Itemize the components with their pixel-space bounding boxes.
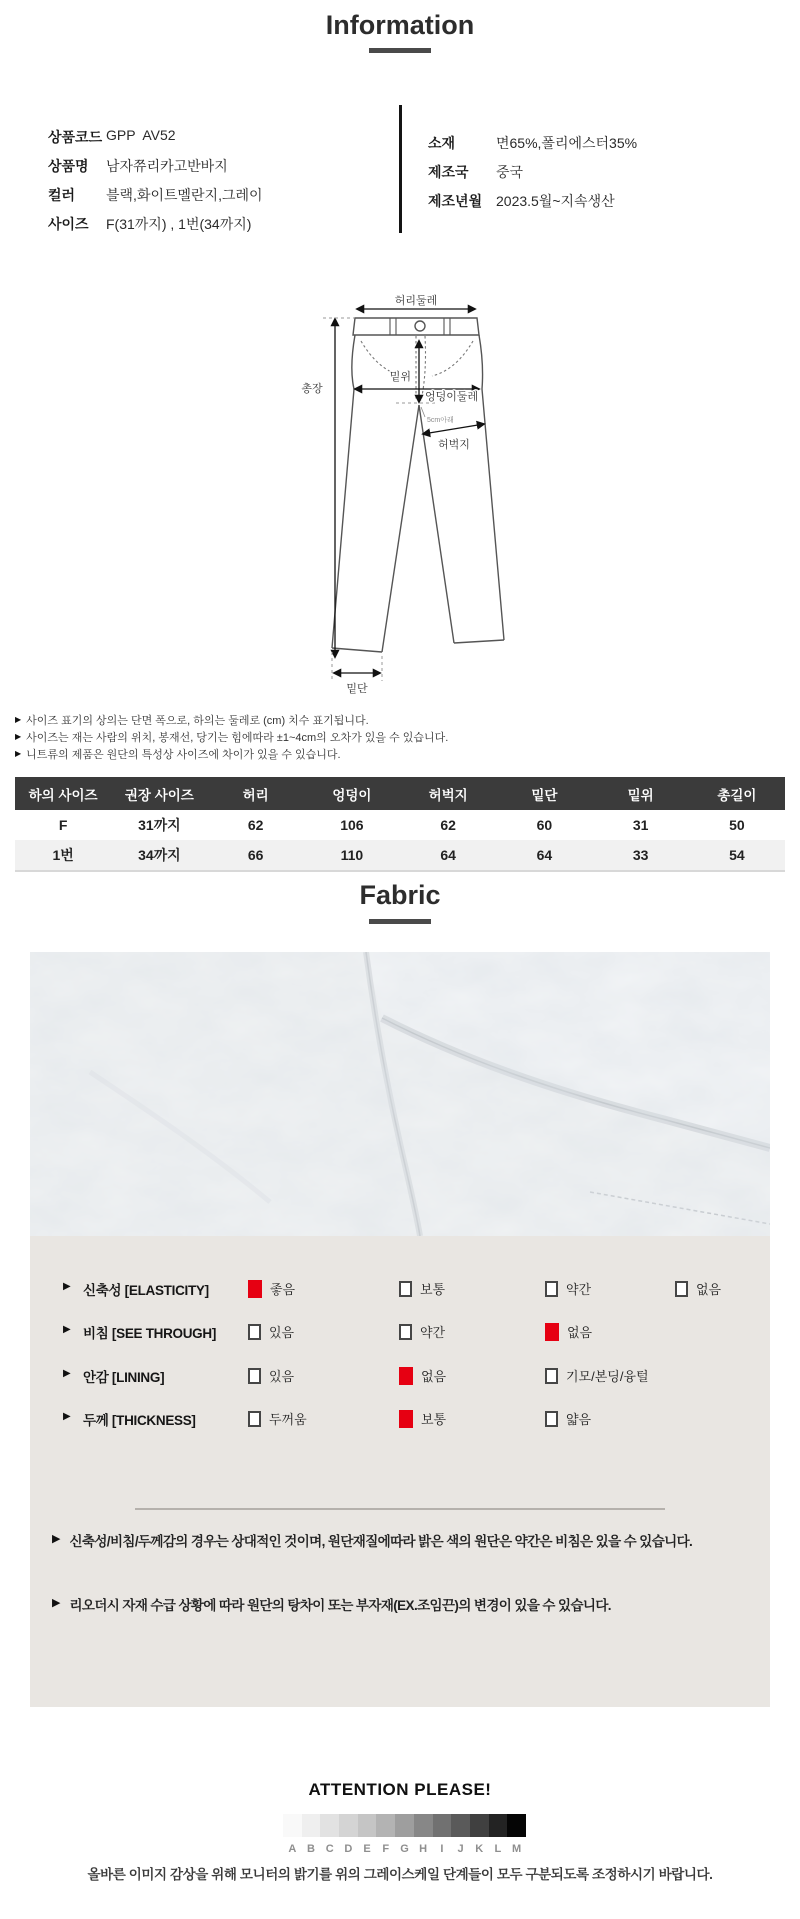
size-table-cell: 106 [340,817,364,833]
info-label: 컬러 [48,187,76,203]
fabric-property-row [30,1365,770,1387]
grayscale-letter: D [344,1843,353,1855]
fabric-texture [30,952,770,1236]
product-info-row [48,127,263,156]
info-label: 제조국 [428,164,469,180]
checkbox-checked-icon [399,1367,413,1385]
grayscale-letter: C [325,1843,334,1855]
info-value: F(31까지) , 1번(34까지) [106,216,252,232]
bullet-arrow-icon: ▶ [15,749,22,758]
grayscale-letter: L [494,1843,502,1855]
size-table-cell: 34까지 [111,840,207,871]
size-table-header-cell: 밑단 [496,777,592,810]
size-table-header-row [15,777,785,810]
size-table-cell: 64 [400,840,496,871]
option-label: 없음 [696,1282,722,1297]
size-table-cell: 50 [729,817,745,833]
product-info-row [428,191,637,220]
grayscale-letter: K [475,1843,484,1855]
size-table-cell: 66 [208,840,304,871]
fabric-property-label: 안감 [LINING] [83,1370,165,1385]
bullet-arrow-icon: ▶ [63,1281,71,1292]
fabric-property-option [675,1279,721,1298]
size-table-cell: 1번 [15,840,111,871]
product-info-row [428,162,637,191]
bullet-arrow-icon: ▶ [52,1597,61,1609]
fabric-property-row [30,1321,770,1343]
diagram-label-rise: 밑위 [389,371,411,383]
fabric-title: Fabric [359,880,441,910]
grayscale-letters [283,1843,526,1855]
size-table-body [15,810,785,871]
checkbox-icon [399,1281,412,1297]
size-table-row [15,840,785,871]
size-note-text: 사이즈는 재는 사람의 위치, 봉재선, 당기는 힘에따라 ±1~4cm의 오차가 있을 수 있습니다. [26,731,449,744]
grayscale-letter: B [307,1843,315,1855]
grayscale-step [283,1814,302,1837]
pants-outline [332,318,504,652]
option-label: 보통 [421,1412,447,1427]
grayscale-step [376,1814,395,1837]
checkbox-icon [248,1324,261,1340]
diagram-label-total-length: 총장 [301,383,323,395]
grayscale-step [433,1814,452,1837]
grayscale-step [451,1814,470,1837]
grayscale-step [358,1814,377,1837]
checkbox-icon [248,1411,261,1427]
option-label: 약간 [566,1282,592,1297]
fabric-property-option [545,1366,649,1385]
checkbox-icon [545,1281,558,1297]
diagram-label-5cm-below: 5cm아래 [427,417,454,424]
grayscale-step [320,1814,339,1837]
checkbox-icon [545,1411,558,1427]
product-info-row [48,185,263,214]
fabric-property-option [545,1279,591,1298]
fabric-property-option [399,1279,445,1298]
info-label: 사이즈 [48,216,89,232]
size-table [15,777,785,872]
fabric-property-option [399,1366,446,1385]
info-label: 제조년월 [428,193,483,209]
size-table-header-cell: 허리 [208,777,304,810]
checkbox-icon [248,1368,261,1384]
option-label: 두꺼움 [269,1412,307,1427]
bullet-arrow-icon: ▶ [15,732,22,741]
diagram-label-thigh: 허벅지 [438,439,470,451]
fabric-property-option [248,1366,294,1385]
fabric-note-text: 신축성/비침/두께감의 경우는 상대적인 것이며, 원단재질에따라 밝은 색의 원단은 약간은 비침은 있을 수 있습니다. [69,1534,693,1549]
size-table-row [15,810,785,840]
fabric-property-option [399,1409,446,1428]
grayscale-step [339,1814,358,1837]
checkbox-icon [545,1368,558,1384]
fabric-property-row [30,1408,770,1430]
checkbox-checked-icon [399,1410,413,1428]
diagram-label-hem: 밑단 [346,683,368,695]
bullet-arrow-icon: ▶ [15,715,22,724]
fabric-property-label: 비침 [SEE THROUGH] [83,1326,217,1341]
fabric-properties-panel [30,1236,770,1707]
fabric-property-label: 신축성 [ELASTICITY] [83,1283,209,1298]
grayscale-step [489,1814,508,1837]
size-table-header-cell: 권장 사이즈 [111,777,207,810]
option-label: 있음 [269,1369,295,1384]
fabric-note [52,1594,762,1614]
diagram-label-waist: 허리둘레 [394,295,438,307]
option-label: 보통 [420,1282,446,1297]
measurement-arrows [334,309,484,673]
product-info-row [428,133,637,162]
attention-title: ATTENTION PLEASE! [308,1780,492,1799]
fabric-property-option [248,1322,294,1341]
grayscale-letter: M [512,1843,522,1855]
option-label: 기모/본딩/융털 [566,1369,649,1384]
fabric-title-underline [369,919,431,924]
fabric-note [52,1530,762,1550]
attention-caption: 올바른 이미지 감상을 위해 모니터의 밝기를 위의 그레이스케일 단계들이 모두 구분되도록 조정하시기 바랍니다. [87,1867,713,1882]
size-note [15,745,448,762]
fabric-property-option [248,1409,307,1428]
size-table-cell: 62 [440,817,456,833]
info-value: 블랙,화이트멜란지,그레이 [106,187,263,203]
size-table-header-cell: 하의 사이즈 [15,777,111,810]
bullet-arrow-icon: ▶ [52,1533,61,1545]
size-table-cell: 60 [536,817,553,833]
fabric-property-row [30,1278,770,1300]
info-value: 남자쮸리카고반바지 [106,158,228,174]
size-table-header-cell: 밑위 [593,777,689,810]
option-label: 없음 [421,1369,447,1384]
product-info-divider [399,105,402,233]
fabric-property-option [545,1322,592,1341]
bullet-arrow-icon: ▶ [63,1324,71,1335]
size-table-header-cell: 총길이 [689,777,785,810]
fabric-property-option [248,1279,295,1298]
size-table-cell: 62 [247,817,264,833]
fabric-property-option [545,1409,591,1428]
grayscale-step [302,1814,321,1837]
size-table-header-cell: 엉덩이 [304,777,400,810]
grayscale-letter: J [457,1843,464,1855]
info-label: 소재 [428,135,456,151]
fabric-property-option [399,1322,445,1341]
size-notes [15,711,448,762]
size-table-cell: 64 [496,840,592,871]
grayscale-letter: G [400,1843,409,1855]
option-label: 얇음 [566,1412,592,1427]
info-value: 2023.5월~지속생산 [496,193,615,209]
info-label: 상품명 [48,158,89,174]
product-info-left-column [48,127,263,243]
product-info-row [48,214,263,243]
grayscale-step [414,1814,433,1837]
product-info-row [48,156,263,185]
size-table-cell: 31 [632,817,649,833]
fabric-closeup-image [30,952,770,1236]
checkbox-icon [675,1281,688,1297]
fabric-property-label: 두께 [THICKNESS] [83,1413,196,1428]
panel-divider [135,1508,665,1510]
bullet-arrow-icon: ▶ [63,1368,71,1379]
grayscale-letter: I [440,1843,444,1855]
info-label: 상품코드 [48,129,103,145]
checkbox-icon [399,1324,412,1340]
size-table-header [15,777,785,810]
info-value: GPP AV52 [106,127,176,143]
option-label: 있음 [269,1325,295,1340]
size-note [15,728,448,745]
grayscale-step [395,1814,414,1837]
grayscale-step [470,1814,489,1837]
grayscale-calibration-strip [283,1814,526,1837]
size-note-text: 니트류의 제품은 원단의 특성상 사이즈에 차이가 있을 수 있습니다. [26,748,341,761]
bullet-arrow-icon: ▶ [63,1411,71,1422]
information-title-underline [369,48,431,53]
size-table-cell: 54 [689,840,785,871]
grayscale-letter: E [363,1843,371,1855]
grayscale-letter: H [419,1843,428,1855]
size-note [15,711,448,728]
grayscale-step [507,1814,526,1837]
pants-measurement-diagram [268,288,532,708]
option-label: 약간 [420,1325,446,1340]
checkbox-checked-icon [545,1323,559,1341]
product-info-right-column [428,133,637,220]
grayscale-letter: A [288,1843,297,1855]
size-table-cell: 31까지 [138,817,181,833]
info-value: 중국 [496,164,524,180]
option-label: 좋음 [270,1282,296,1297]
size-table-cell: 33 [593,840,689,871]
grayscale-letter: F [382,1843,390,1855]
information-title: Information [325,10,475,40]
size-table-cell: F [58,817,68,833]
info-value: 면65%,폴리에스터35% [496,135,638,151]
option-label: 없음 [567,1325,593,1340]
size-note-text: 사이즈 표기의 상의는 단면 폭으로, 하의는 둘레로 (cm) 치수 표기됩니다. [26,714,369,727]
size-table-header-cell: 허벅지 [400,777,496,810]
fabric-note-text: 리오더시 자재 수급 상황에 따라 원단의 탕차이 또는 부자재(EX.조임끈)의 변경이 있을 수 있습니다. [69,1598,611,1613]
checkbox-checked-icon [248,1280,262,1298]
diagram-label-hip: 엉덩이둘레 [425,391,479,403]
size-table-cell: 110 [304,840,400,871]
